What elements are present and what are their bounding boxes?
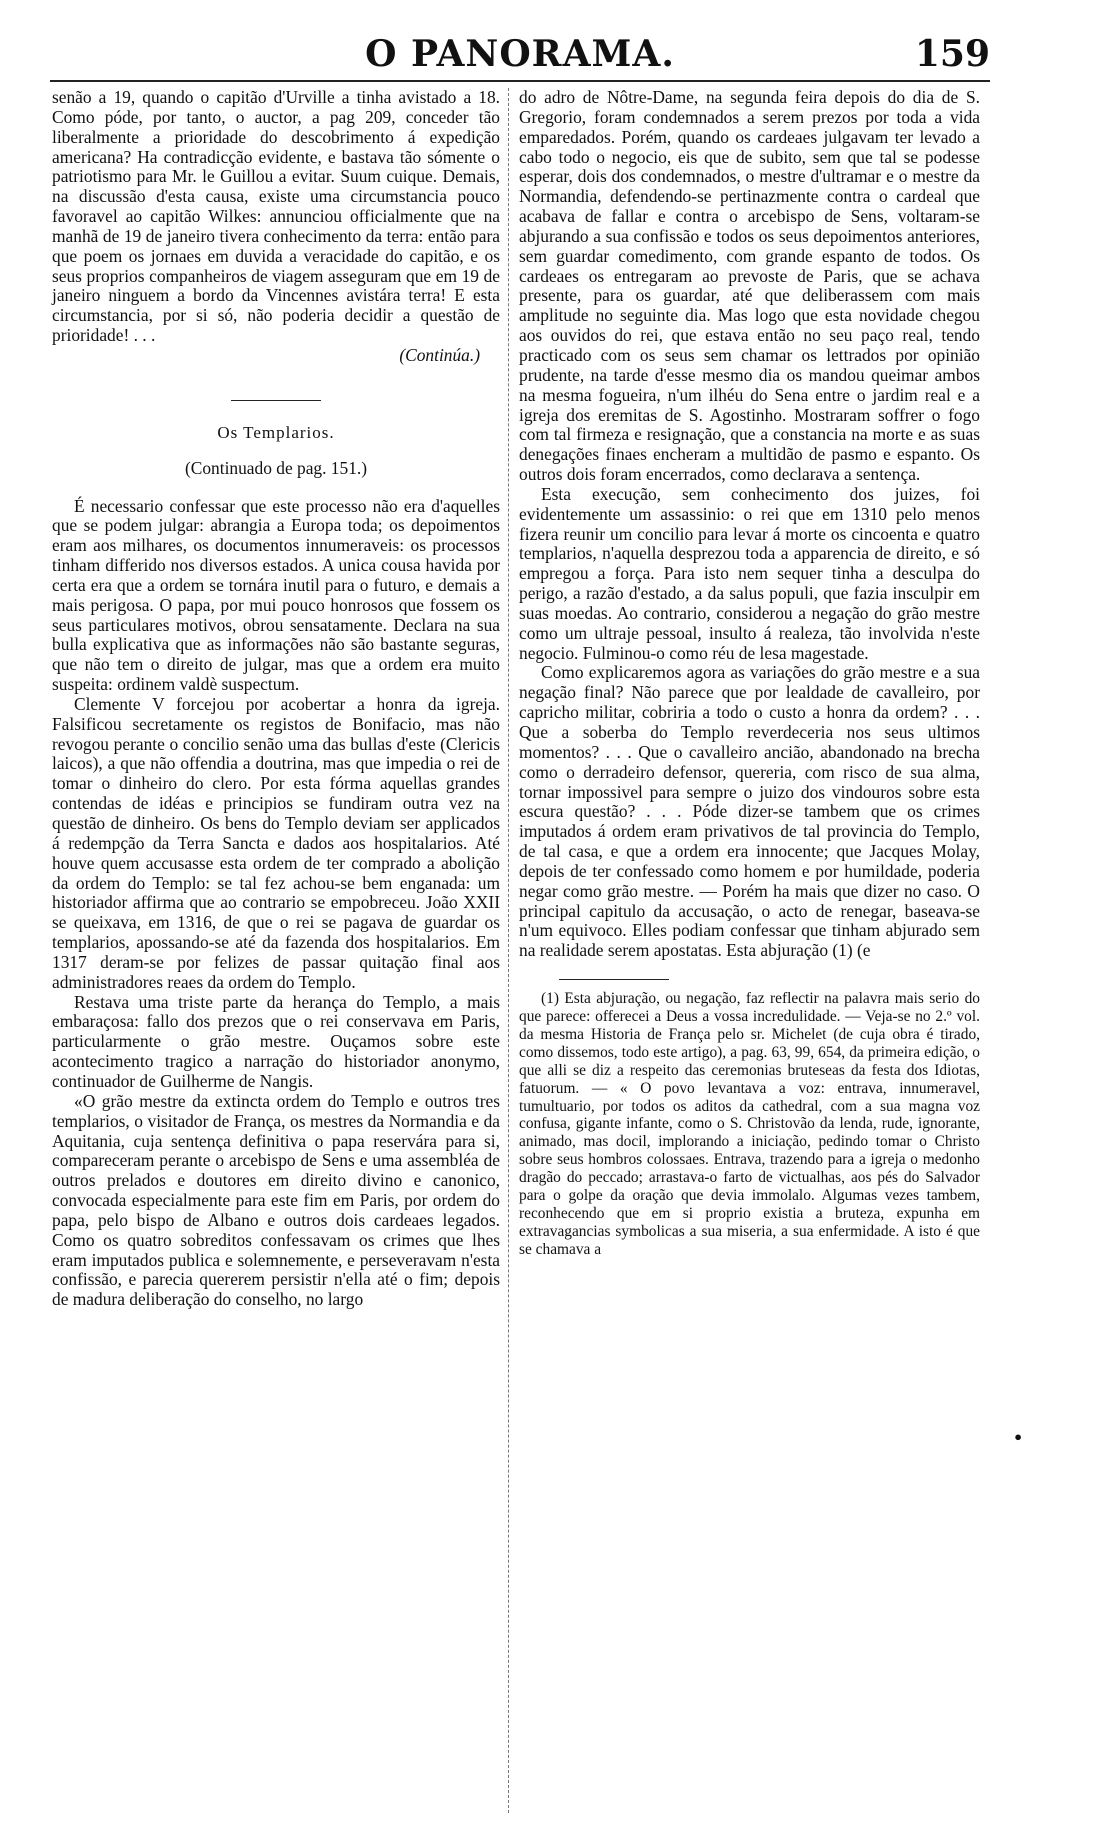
paragraph: Como explicaremos agora as variações do grão mestre e a sua negação final? Não parece que por lealdade de cavalleiro, por capricho militar, cobriria a todo o custo a honra da ordem? . . . Que a soberba do Templo reverdeceria nos seus ultimos momentos? . . . Que o cavalleiro ancião, abandonado na brecha como o derradeiro defensor, quereria, com risco de sua alma, tornar impossivel para sempre o juizo dos vindouros sobre esta escura questão? . . . Póde dizer-se tambem que os crimes imputados á ordem eram privativos de tal provincia do Templo, de tal casa, e que a ordem era innocente; que Jacques Molay, depois de ter confessado como homem e por humildade, poderia negar como grão mestre. — Porém ha mais que dizer no caso. O principal capitulo da accusação, o acto de renegar, baseava-se n'um equivoco. Elles podiam confessar que tinham abjurado sem na realidade serem apostatas. Esta abjuração (1) (e — [519, 662, 980, 961]
paragraph: Esta execução, sem conhecimento dos juizes, foi evidentemente um assassinio: o rei que em 1310 pelo menos fizera reunir um concilio para levar á morte os cincoenta e quatro templarios, n'aquella desprezou toda a apparencia de direito, e só empregou a força. Para isto nem sequer tinha a desculpa do perigo, a razão d'estado, a da salus populi, que fazia insculpir em suas moedas. Ao contrario, considerou a negação do grão mestre como um ultraje pessoal, insulto á realeza, tão involvida n'este negocio. Fulminou-o como réu de lesa magestade. — [519, 483, 980, 663]
column-divider — [508, 88, 509, 1813]
page-number: 159 — [914, 33, 990, 75]
paragraph: Restava uma triste parte da herança do Templo, a mais embaraçosa: fallo dos prezos que o rei conservava em Paris, particularmente o grão mestre. Ouçamos sobre este acontecimento tragico a narração do historiador anonymo, continuador de Guilherme de Nangis. — [52, 991, 500, 1091]
paragraph: do adro de Nôtre-Dame, na segunda feira depois do dia de S. Gregorio, foram condemnados a serem prezos por toda a vida emparedados. Porém, quando os cardeaes julgavam ter levado a cabo todo o negocio, eis que de subito, sem que tal se podesse esperar, dois dos condemnados, o mestre d'ultramar e o mestre da Normandia, defendendo-se pertinazmente contra o cardeal que acabava de fallar e contra o arcebispo de Sens, voltaram-se abjurando a sua confissão e todos os seus depoimentos anteriores, sem guardar comedimento, com grande espanto de todos. Os cardeaes os entregaram ao prevoste de Paris, que se achava presente, para os guardar, até que deliberassem com mais amplitude no seguinte dia. Mas logo que esta novidade chegou aos ouvidos do rei, que estava então no seu paço real, tendo practicado com os seus sem chamar os lettrados por opinião prudente, na tarde d'esse mesmo dia os mandou queimar ambos na mesma fogueira, n'um ilhéu do Sena entre o jardim real e a igreja dos eremitas de S. Agostinho. Mostraram soffrer o fogo com tal firmeza e resignação, que a constancia na morte e as suas denegações finaes encheram a multidão de pasmo e espanto. Os outros dois foram encerrados, como declarava a sentença. — [519, 87, 980, 485]
right-column — [519, 88, 980, 1259]
section-subtitle: (Continuado de pag. 151.) — [184, 457, 368, 478]
page-header — [50, 20, 990, 82]
paragraph: senão a 19, quando o capitão d'Urville a tinha avistado a 18. Como póde, por tanto, o auctor, a pag 209, conceder tão liberalmente a prioridade do descobrimento á expedição americana? Ha contradicção evidente, e bastava tão sómente o patriotismo para Mr. le Guillou a evitar. Suum cuique. Demais, na discussão d'esta causa, existe uma circumstancia pouco favoravel ao capitão Wilkes: annunciou officialmente que na manhã de 19 de janeiro tivera conhecimento da terra: então para que poem os jornaes em duvida a veracidade do capitão, e os seus proprios companheiros de viagem asseguram que em 19 de janeiro ninguem a bordo da Vincennes avistára terra! E esta circumstancia, por si só, não poderia decidir a questão de prioridade! . . . — [52, 87, 500, 346]
footnote-text: (1) Esta abjuração, ou negação, faz reflectir na palavra mais serio do que parece: offerecei a Deus a vossa incredulidade. — Veja-se no 2.º vol. da mesma Historia de França pelo sr. Michelet (de cuja obra é tirado, como dissemos, todo este artigo), a pag. 63, 99, 654, da primeira edição, o que alli se diz a respeito das ceremonias bruteseas da festa dos Idiotas, fatuorum. — « O povo levantava a voz: entrava, innumeravel, tumultuario, por todos os aditos da cathedral, com a sua magna voz confusa, gigante infante, como o S. Christovão da lenda, rude, ignorante, animado, mas docil, implorando a iniciação, pedindo tomar o Christo sobre seus hombros colossaes. Entrava, trazendo para a igreja o medonho dragão do peccado; arrastava-o farto de victualhas, aos pés do Salvador para o golpe da oração que devia immolalo. Algumas vezes tambem, reconhecendo que em si proprio existia a bruteza, expunha em extravagancias symbolicas a sua miseria, a sua enfermidade. A isto é que se chamava a — [519, 990, 980, 1258]
paragraph: É necessario confessar que este processo não era d'aquelles que se podem julgar: abrangia a Europa toda; os depoimentos eram aos milhares, os documentos innumeraveis: os processos tinham differido nos diversos estados. A unica cousa havida por certa era que a ordem se tornára inutil para o futuro, e demais a mais perigosa. O papa, por mui pouco honrosos que fossem os seus particulares motivos, obrou sensatamente. Declara na sua bulla explicativa que as informações não são bastante seguras, que não tem o direito de julgar, mas que a ordem era muito suspeita: ordinem valdè suspectum. — [52, 495, 500, 695]
journal-title: O PANORAMA. — [365, 33, 675, 75]
stray-mark: • — [1013, 1428, 1024, 1447]
footnote-rule — [559, 979, 669, 980]
continua-note: (Continúa.) — [399, 344, 480, 365]
footnote — [519, 990, 980, 1259]
left-column — [52, 88, 500, 1310]
paragraph: «O grão mestre da extincta ordem do Templo e outros tres templarios, o visitador de França, os mestres da Normandia e da Aquitania, cuja sentença definitiva o papa reservára para si, compareceram perante o arcebispo de Sens e uma assembléa de outros prelados e doutores em direito divino e canonico, convocada especialmente para este fim em Paris, por ordem do papa, pelo bispo de Albano e outros dois cardeaes legados. Como os quatro sobreditos confessavam os crimes que lhes eram imputados publica e solemnemente, e perseveravam n'esta confissão, e parecia quererem persistir n'ella até o fim; depois de madura deliberação do conselho, no largo — [52, 1090, 500, 1310]
section-title: Os Templarios. — [217, 422, 335, 442]
section-rule — [231, 400, 321, 401]
paragraph: Clemente V forcejou por acobertar a honra da igreja. Falsificou secretamente os registos de Bonifacio, mas não revogou perante o concilio senão uma das bullas d'este (Clericis laicos), a que não offendia a doutrina, mas que impedia o rei de tomar o dinheiro do clero. Por esta fórma aquellas grandes contendas de idéas e principios se fundiram outra vez na questão de dinheiro. Os bens do Templo deviam ser applicados á redempção da Terra Sancta e dados aos hospitalarios. Até houve quem accusasse esta ordem de ter comprado a abolição da ordem do Templo: se tal fez achou-se bem enganada: um historiador affirma que ao contrario se empobreceu. João XXII se queixava, em 1316, de que o rei se pagava de guardar os templarios, apossando-se até da fazenda dos hospitalarios. Em 1317 deram-se por felizes de passar quitação final aos administradores reaes da ordem do Templo. — [52, 693, 500, 992]
